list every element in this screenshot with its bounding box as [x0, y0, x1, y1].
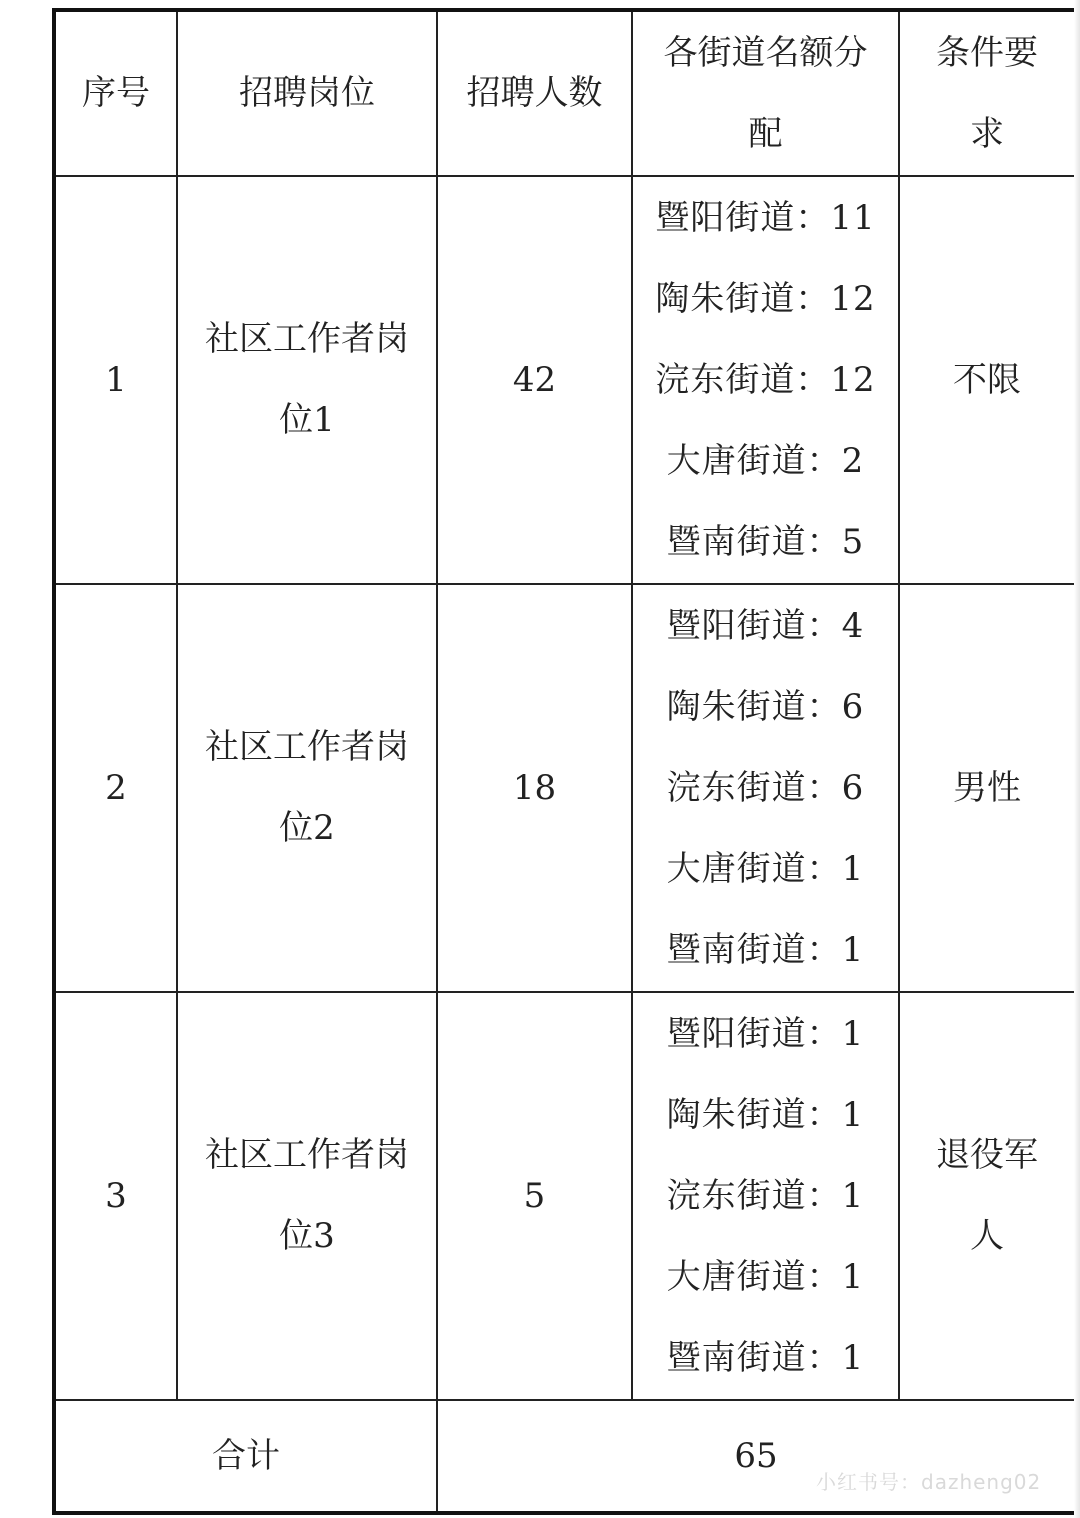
- total-label: 合计: [54, 1400, 437, 1513]
- allocation-item: 大唐街道：2: [666, 440, 865, 481]
- table-row: [54, 992, 1076, 1400]
- row-allocation: [632, 176, 899, 584]
- allocation-item: 陶朱街道：6: [666, 686, 865, 727]
- page-edge-shadow: [1074, 0, 1080, 1518]
- table-row: [54, 584, 1076, 992]
- row-count: 5: [437, 992, 632, 1400]
- row-index: 3: [54, 992, 177, 1400]
- allocation-item: 大唐街道：1: [666, 848, 865, 889]
- allocation-item: 暨南街道：5: [666, 521, 865, 562]
- allocation-list: [641, 994, 890, 1399]
- row-index: 1: [54, 176, 177, 584]
- recruitment-quota-table: [52, 8, 1078, 1515]
- allocation-item: 暨阳街道：11: [655, 197, 876, 238]
- allocation-item: 暨阳街道：1: [666, 1013, 865, 1054]
- table-row: [54, 176, 1076, 584]
- allocation-item: 暨阳街道：4: [666, 605, 865, 646]
- allocation-item: 浣东街道：6: [666, 767, 865, 808]
- table-total-row: [54, 1400, 1076, 1513]
- header-requirement: [899, 10, 1076, 176]
- table-header-row: [54, 10, 1076, 176]
- row-requirement: [899, 584, 1076, 992]
- header-allocation: [632, 10, 899, 176]
- row-index: 2: [54, 584, 177, 992]
- row-count: 42: [437, 176, 632, 584]
- header-position: 招聘岗位: [177, 10, 437, 176]
- row-position-text: 社区工作者岗位2: [205, 727, 409, 848]
- row-allocation: [632, 584, 899, 992]
- row-requirement-text: 退役军人: [936, 1135, 1038, 1256]
- row-position: [177, 176, 437, 584]
- allocation-list: [641, 586, 890, 991]
- row-requirement-text: 不限: [953, 359, 1021, 400]
- header-requirement-text: 条件要求: [936, 32, 1038, 154]
- allocation-item: 暨南街道：1: [666, 929, 865, 970]
- row-requirement: [899, 176, 1076, 584]
- allocation-item: 暨南街道：1: [666, 1337, 865, 1378]
- row-allocation: [632, 992, 899, 1400]
- row-position: [177, 584, 437, 992]
- total-value: 65: [437, 1400, 1076, 1513]
- allocation-item: 浣东街道：1: [666, 1175, 865, 1216]
- header-index: 序号: [54, 10, 177, 176]
- watermark-text: 小红书号：dazheng02: [816, 1470, 1042, 1494]
- row-requirement: [899, 992, 1076, 1400]
- row-count: 18: [437, 584, 632, 992]
- row-position: [177, 992, 437, 1400]
- allocation-item: 陶朱街道：1: [666, 1094, 865, 1135]
- allocation-item: 浣东街道：12: [655, 359, 876, 400]
- allocation-item: 陶朱街道：12: [655, 278, 876, 319]
- allocation-list: [641, 178, 890, 583]
- allocation-item: 大唐街道：1: [666, 1256, 865, 1297]
- header-count: 招聘人数: [437, 10, 632, 176]
- row-position-text: 社区工作者岗位3: [205, 1135, 409, 1256]
- row-position-text: 社区工作者岗位1: [205, 319, 409, 440]
- row-requirement-text: 男性: [953, 767, 1021, 808]
- header-allocation-text: 各街道名额分配: [663, 32, 868, 154]
